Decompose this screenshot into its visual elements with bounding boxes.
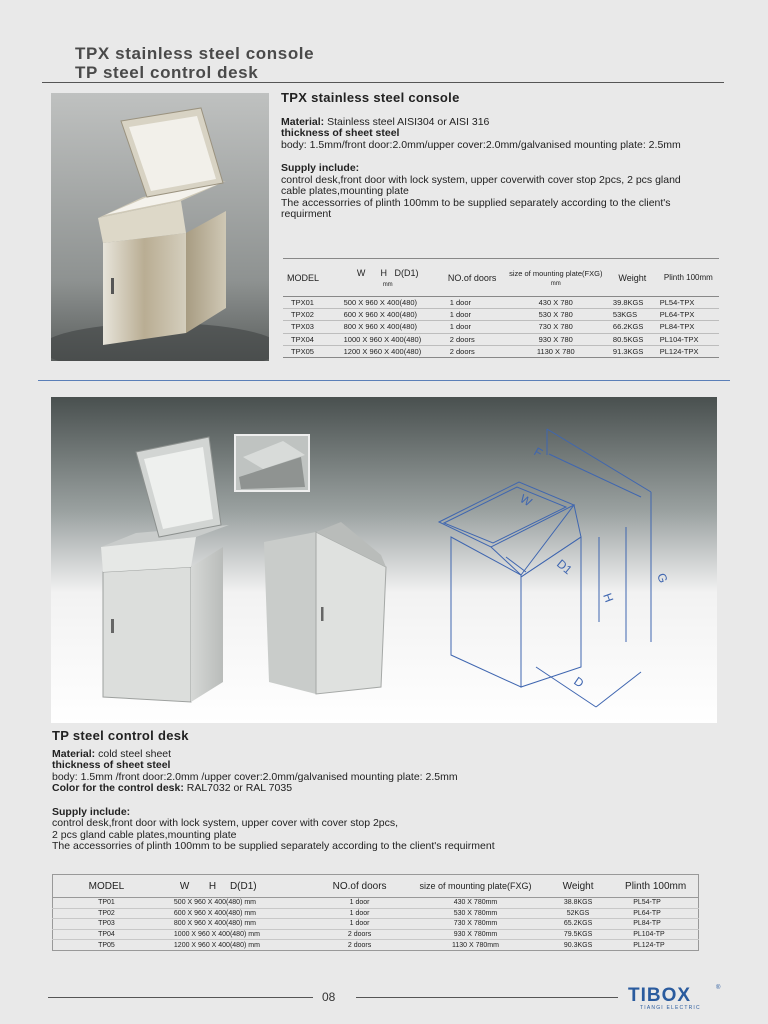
tp-cell-doors: 1 door bbox=[311, 908, 408, 919]
tpx-row bbox=[283, 345, 719, 357]
tp-cell-weight: 38.8KGS bbox=[543, 898, 613, 909]
tp-thickness-label: thickness of sheet steel bbox=[52, 759, 171, 771]
tp-material-label: Material: bbox=[52, 747, 96, 760]
tpx-cell-plinth: PL54-TPX bbox=[658, 297, 719, 309]
tpx-col-w: W bbox=[356, 267, 366, 278]
tpx-cell-model: TPX05 bbox=[283, 345, 336, 357]
tp-cell-weight: 79.5KGS bbox=[543, 929, 613, 940]
tpx-cell-plate: 430 X 780 bbox=[505, 297, 607, 309]
tpx-cell-plate: 930 X 780 bbox=[505, 333, 607, 345]
tpx-cell-doors: 1 door bbox=[440, 321, 505, 333]
page-header-line2: TP steel control desk bbox=[75, 63, 259, 82]
logo-registered-mark: ® bbox=[716, 985, 721, 991]
tpx-col-plate-mm: mm bbox=[550, 280, 561, 287]
tpx-cell-plinth: PL104-TPX bbox=[658, 333, 719, 345]
tpx-col-model: MODEL bbox=[283, 259, 336, 297]
tpx-cell-dims: 1000 X 960 X 400(480) bbox=[336, 333, 440, 345]
tpx-cell-model: TPX04 bbox=[283, 333, 336, 345]
tp-cell-dims: 1200 X 960 X 400(480) mm bbox=[160, 940, 311, 951]
tpx-cell-doors: 1 door bbox=[440, 309, 505, 321]
tp-description bbox=[52, 730, 712, 853]
tp-cell-model: TP01 bbox=[53, 898, 160, 909]
tpx-cell-plinth: PL64-TPX bbox=[658, 309, 719, 321]
tibox-logo: TIBOX bbox=[628, 985, 692, 1006]
diagram-label-g: G bbox=[654, 571, 671, 585]
tpx-cell-model: TPX03 bbox=[283, 321, 336, 333]
footer-rule-left bbox=[48, 997, 313, 998]
tpx-cell-model: TPX01 bbox=[283, 297, 336, 309]
tp-cell-weight: 65.2KGS bbox=[543, 919, 613, 930]
tp-color-label: Color for the control desk: bbox=[52, 782, 184, 794]
tp-cell-doors: 2 doors bbox=[311, 940, 408, 951]
tp-cell-doors: 1 door bbox=[311, 919, 408, 930]
tpx-description bbox=[281, 92, 701, 221]
tp-col-plinth: Plinth 100mm bbox=[613, 875, 698, 898]
tp-cell-plate: 930 X 780mm bbox=[408, 929, 543, 940]
tp-col-h: H bbox=[208, 880, 217, 892]
diagram-label-w: W bbox=[517, 491, 535, 510]
tp-cell-plinth: PL124-TP bbox=[613, 940, 698, 951]
tpx-cell-plinth: PL84-TPX bbox=[658, 321, 719, 333]
tpx-cell-weight: 80.5KGS bbox=[607, 333, 658, 345]
tpx-cell-weight: 66.2KGS bbox=[607, 321, 658, 333]
tpx-cell-plate: 1130 X 780 bbox=[505, 345, 607, 357]
tpx-row bbox=[283, 309, 719, 321]
page-header-line1: TPX stainless steel console bbox=[75, 44, 315, 63]
tpx-thickness-label: thickness of sheet steel bbox=[281, 127, 400, 139]
tp-cell-weight: 52KGS bbox=[543, 908, 613, 919]
tp-cell-dims: 600 X 960 X 400(480) mm bbox=[160, 908, 311, 919]
tp-row bbox=[53, 908, 699, 919]
tpx-col-plate-label: size of mounting plate(FXG) bbox=[509, 268, 603, 278]
tpx-supply-line1: control desk,front door with lock system, upper coverwith cover stop 2pcs, 2 pcs gland bbox=[281, 173, 681, 186]
tpx-row bbox=[283, 333, 719, 345]
tpx-cell-doors: 1 door bbox=[440, 297, 505, 309]
tpx-cell-weight: 39.8KGS bbox=[607, 297, 658, 309]
tp-cell-weight: 90.3KGS bbox=[543, 940, 613, 951]
diagram-label-d: D bbox=[571, 673, 587, 691]
tpx-col-weight: Weight bbox=[607, 259, 658, 297]
tp-cell-plinth: PL54-TP bbox=[613, 898, 698, 909]
tpx-row bbox=[283, 321, 719, 333]
tpx-console-photo bbox=[51, 93, 269, 361]
tpx-spec-table bbox=[283, 258, 719, 358]
tp-col-w: W bbox=[179, 880, 190, 892]
section-divider bbox=[38, 380, 730, 381]
tp-supply-line1: control desk,front door with lock system, upper cover with cover stop 2pcs, bbox=[52, 817, 399, 829]
tpx-col-d: D(D1) bbox=[394, 267, 419, 278]
tp-cell-dims: 800 X 960 X 400(480) mm bbox=[160, 919, 311, 930]
tp-cell-model: TP02 bbox=[53, 908, 160, 919]
diagram-label-d1: D1 bbox=[554, 556, 575, 578]
tp-col-plate: size of mounting plate(FXG) bbox=[408, 875, 543, 898]
tpx-col-plate bbox=[505, 259, 607, 297]
tpx-cell-plinth: PL124-TPX bbox=[658, 345, 719, 357]
header-rule bbox=[42, 82, 724, 83]
tpx-material-label: Material: bbox=[281, 115, 325, 128]
tpx-supply-line2: cable plates,mounting plate bbox=[281, 185, 409, 197]
tpx-cell-doors: 2 doors bbox=[440, 333, 505, 345]
tpx-col-h: H bbox=[380, 267, 387, 278]
tpx-cell-dims: 600 X 960 X 400(480) bbox=[336, 309, 440, 321]
tp-spec-table bbox=[52, 874, 699, 951]
tp-col-d: D(D1) bbox=[229, 880, 257, 892]
tp-table-header bbox=[53, 875, 699, 898]
tp-cell-model: TP04 bbox=[53, 929, 160, 940]
logo-subtitle: TIANGI ELECTRIC bbox=[640, 1005, 701, 1011]
tp-cell-doors: 2 doors bbox=[311, 929, 408, 940]
tp-cell-plinth: PL64-TP bbox=[613, 908, 698, 919]
tp-cell-plate: 730 X 780mm bbox=[408, 919, 543, 930]
tpx-cell-dims: 500 X 960 X 400(480) bbox=[336, 297, 440, 309]
tp-row bbox=[53, 898, 699, 909]
tpx-cell-model: TPX02 bbox=[283, 309, 336, 321]
tp-thickness-value: body: 1.5mm /front door:2.0mm /upper cover:2.0mm/galvanised mounting plate: 2.5mm bbox=[52, 770, 458, 783]
page-number: 08 bbox=[322, 990, 336, 1004]
tp-material-value: cold steel sheet bbox=[95, 747, 172, 760]
tp-cell-doors: 1 door bbox=[311, 898, 408, 909]
tpx-col-mm: mm bbox=[382, 281, 393, 288]
tpx-row bbox=[283, 297, 719, 309]
tpx-cell-weight: 53KGS bbox=[607, 309, 658, 321]
tpx-cell-plate: 530 X 780 bbox=[505, 309, 607, 321]
footer-rule-right bbox=[356, 997, 618, 998]
tp-col-weight: Weight bbox=[543, 875, 613, 898]
tp-row bbox=[53, 929, 699, 940]
tp-cell-dims: 500 X 960 X 400(480) mm bbox=[160, 898, 311, 909]
tpx-col-doors: NO.of doors bbox=[440, 259, 505, 297]
tp-supply-label: Supply include: bbox=[52, 805, 131, 818]
tp-cell-plate: 530 X 780mm bbox=[408, 908, 543, 919]
tpx-col-plinth: Plinth 100mm bbox=[658, 259, 719, 297]
tpx-material-value: Stainless steel AISI304 or AISI 316 bbox=[324, 115, 490, 128]
diagram-label-h: H bbox=[600, 591, 617, 605]
tpx-title: TPX stainless steel console bbox=[281, 90, 460, 105]
tpx-cell-doors: 2 doors bbox=[440, 345, 505, 357]
tp-cell-model: TP05 bbox=[53, 940, 160, 951]
tp-supply-line3: The accessorries of plinth 100mm to be supplied separately according to the client's requirment bbox=[52, 840, 495, 852]
tpx-supply-line3: The accessorries of plinth 100mm to be supplied separately according to the client's requirment bbox=[281, 196, 671, 220]
tpx-cell-plate: 730 X 780 bbox=[505, 321, 607, 333]
tpx-cell-weight: 91.3KGS bbox=[607, 345, 658, 357]
tp-title: TP steel control desk bbox=[52, 728, 189, 743]
tp-color-value: RAL7032 or RAL 7035 bbox=[183, 782, 293, 794]
tp-col-model: MODEL bbox=[53, 875, 160, 898]
tp-desk-photo-and-diagram bbox=[51, 397, 717, 723]
tpx-col-dims bbox=[336, 259, 440, 297]
tp-cell-plinth: PL84-TP bbox=[613, 919, 698, 930]
tp-col-doors: NO.of doors bbox=[311, 875, 408, 898]
tp-col-dims bbox=[160, 875, 311, 898]
tp-cell-plate: 430 X 780mm bbox=[408, 898, 543, 909]
tp-row bbox=[53, 919, 699, 930]
tpx-cell-dims: 800 X 960 X 400(480) bbox=[336, 321, 440, 333]
tp-supply-line2: 2 pcs gland cable plates,mounting plate bbox=[52, 828, 237, 841]
diagram-label-f: F bbox=[531, 444, 545, 461]
tp-cell-plinth: PL104-TP bbox=[613, 929, 698, 940]
tpx-supply-label: Supply include: bbox=[281, 162, 360, 174]
tpx-table-header bbox=[283, 259, 719, 297]
tp-cell-model: TP03 bbox=[53, 919, 160, 930]
tpx-cell-dims: 1200 X 960 X 400(480) bbox=[336, 345, 440, 357]
tp-cell-plate: 1130 X 780mm bbox=[408, 940, 543, 951]
tpx-thickness-value: body: 1.5mm/front door:2.0mm/upper cover:2.0mm/galvanised mounting plate: 2.5mm bbox=[281, 138, 681, 151]
tp-row bbox=[53, 940, 699, 951]
tp-cell-dims: 1000 X 960 X 400(480) mm bbox=[160, 929, 311, 940]
